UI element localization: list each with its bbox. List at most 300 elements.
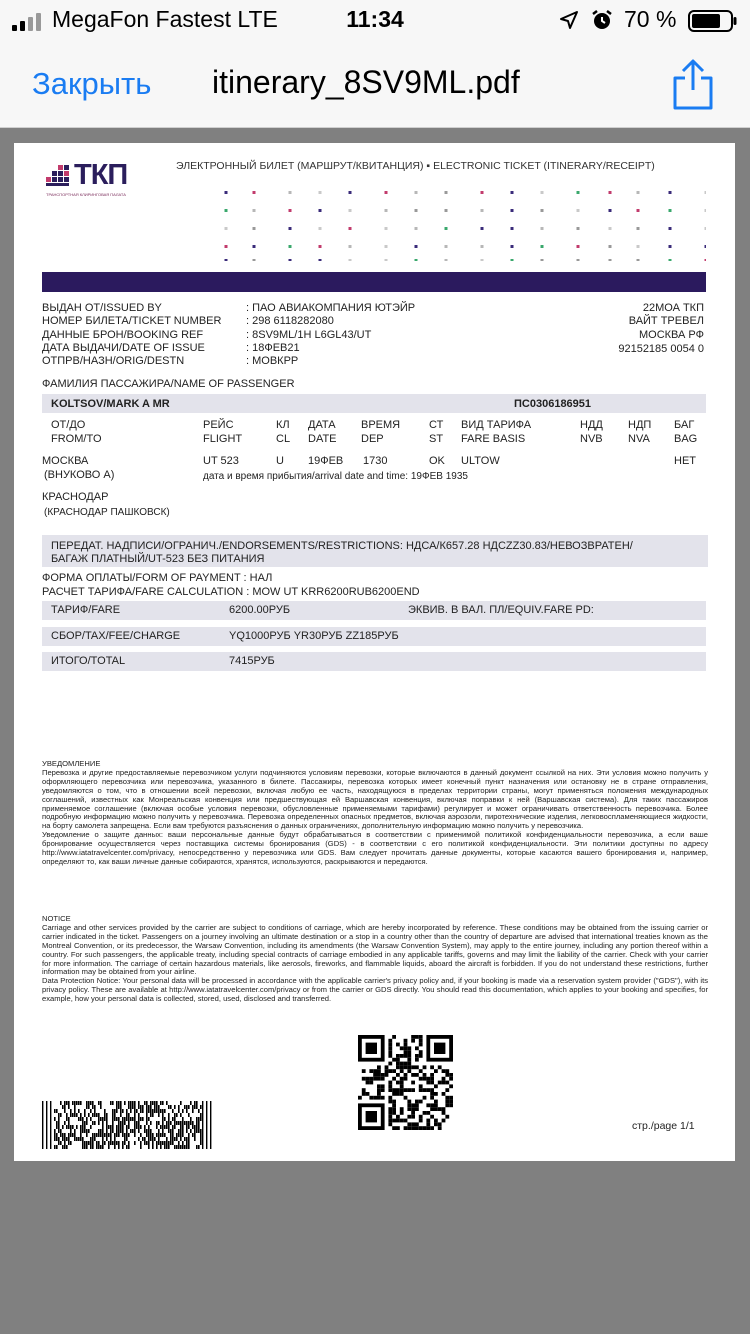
qr-module: [415, 1046, 419, 1050]
barcode-bar: [92, 1113, 94, 1117]
decorative-dot: [225, 209, 228, 212]
barcode-bar: [194, 1129, 196, 1133]
qr-module: [388, 1054, 392, 1058]
segment-date: 19ФЕВ: [308, 455, 344, 467]
barcode-bar: [178, 1109, 180, 1113]
barcode-bar: [126, 1125, 128, 1129]
qr-module: [411, 1039, 415, 1043]
barcode-bar: [182, 1109, 184, 1113]
barcode-bar: [168, 1113, 170, 1117]
barcode-bar: [118, 1121, 120, 1125]
decorative-dot: [253, 227, 256, 230]
barcode-bar: [176, 1145, 178, 1149]
barcode-bar: [114, 1117, 116, 1121]
barcode-bar: [58, 1137, 60, 1141]
barcode-bar: [68, 1121, 70, 1125]
segment-from-airport: (ВНУКОВО А): [44, 469, 115, 481]
qr-module: [381, 1088, 385, 1092]
barcode-bar: [178, 1141, 180, 1145]
barcode-bar: [74, 1101, 76, 1105]
qr-module: [419, 1126, 423, 1130]
barcode-bar: [68, 1141, 70, 1145]
barcode-bar: [144, 1137, 146, 1141]
barcode-bar: [192, 1125, 194, 1129]
barcode-bar: [100, 1133, 102, 1137]
barcode-bar: [78, 1101, 80, 1105]
qr-module: [438, 1065, 442, 1069]
issue-date-label: ДАТА ВЫДАЧИ/DATE OF ISSUE: [42, 342, 205, 354]
barcode-bar: [60, 1133, 62, 1137]
decorative-dot: [415, 259, 418, 261]
barcode-bar: [128, 1105, 130, 1109]
qr-module: [430, 1107, 434, 1111]
qr-module: [392, 1107, 396, 1111]
barcode-bar: [182, 1117, 184, 1121]
barcode-bar: [168, 1117, 170, 1121]
barcode-bar: [68, 1137, 70, 1141]
col-bag-ru: БАГ: [674, 419, 695, 431]
qr-module: [388, 1046, 392, 1050]
qr-module: [442, 1092, 446, 1096]
barcode-bar: [90, 1145, 92, 1149]
barcode-bar: [170, 1141, 172, 1145]
decorative-dot: [541, 245, 544, 248]
barcode-bar: [172, 1125, 174, 1129]
barcode-bar: [174, 1125, 176, 1129]
qr-module: [445, 1100, 449, 1104]
qr-module: [388, 1069, 392, 1073]
qr-module: [385, 1069, 389, 1073]
qr-module: [445, 1073, 449, 1077]
barcode-bar: [186, 1105, 188, 1109]
qr-module: [404, 1062, 408, 1066]
decorative-dot: [609, 209, 612, 212]
barcode-bar: [92, 1137, 94, 1141]
booking-ref-value: : 8SV9ML/1H L6GL43/UT: [246, 329, 372, 341]
barcode-bar: [134, 1105, 136, 1109]
barcode-bar: [88, 1129, 90, 1133]
qr-module: [392, 1035, 396, 1039]
qr-module: [388, 1088, 392, 1092]
barcode-bar: [82, 1125, 84, 1129]
barcode-bar: [124, 1133, 126, 1137]
barcode-bar: [174, 1137, 176, 1141]
barcode-bar: [120, 1125, 122, 1129]
qr-module: [400, 1077, 404, 1081]
qr-module: [404, 1077, 408, 1081]
barcode-bar: [118, 1133, 120, 1137]
barcode-bar: [60, 1129, 62, 1133]
qr-module: [392, 1058, 396, 1062]
qr-module: [388, 1100, 392, 1104]
qr-module: [377, 1073, 381, 1077]
col-from-to-en: FROM/TO: [51, 433, 102, 445]
barcode-bar: [86, 1133, 88, 1137]
barcode-bar: [106, 1125, 108, 1129]
qr-module: [419, 1115, 423, 1119]
barcode-bar: [158, 1141, 160, 1145]
share-icon[interactable]: [670, 58, 716, 110]
qr-module: [392, 1077, 396, 1081]
barcode-bar: [152, 1145, 154, 1149]
barcode-bar: [56, 1125, 58, 1129]
barcode-bar: [192, 1121, 194, 1125]
qr-module: [415, 1073, 419, 1077]
decorative-dot: [349, 209, 352, 212]
decorative-dot: [541, 227, 544, 230]
barcode-bar: [64, 1133, 66, 1137]
col-from-to-ru: ОТ/ДО: [51, 419, 86, 431]
barcode-bar: [194, 1137, 196, 1141]
barcode-bar: [88, 1113, 90, 1117]
barcode-bar: [172, 1133, 174, 1137]
barcode-bar: [196, 1105, 198, 1109]
fare-calculation: РАСЧЕТ ТАРИФА/FARE CALCULATION : MOW UT KRR6200RUB6200END: [42, 586, 420, 598]
barcode-bar: [122, 1117, 124, 1121]
barcode-bar: [88, 1101, 90, 1105]
fare-label: ТАРИФ/FARE: [51, 604, 121, 616]
decorative-dot: [253, 191, 256, 194]
decorative-dot: [349, 245, 352, 248]
qr-module: [442, 1107, 446, 1111]
barcode-bar: [60, 1101, 62, 1105]
barcode-bar: [162, 1141, 164, 1145]
barcode-bar: [162, 1109, 164, 1113]
barcode-bar: [176, 1133, 178, 1137]
barcode-bar: [54, 1117, 56, 1121]
header-band: [42, 272, 706, 292]
barcode-bar: [78, 1117, 80, 1121]
barcode-bar: [148, 1105, 150, 1109]
barcode-bar: [134, 1141, 136, 1145]
qr-module: [407, 1088, 411, 1092]
decorative-dot: [637, 227, 640, 230]
barcode-bar: [114, 1137, 116, 1141]
qr-module: [388, 1096, 392, 1100]
barcode-bar: [162, 1113, 164, 1117]
barcode-bar: [186, 1129, 188, 1133]
barcode-bar: [106, 1133, 108, 1137]
qr-module: [400, 1046, 404, 1050]
barcode-bar: [98, 1141, 100, 1145]
barcode-bar: [194, 1101, 196, 1105]
barcode-bar: [134, 1125, 136, 1129]
decorative-dot: [225, 259, 228, 261]
col-bag-en: BAG: [674, 433, 698, 445]
qr-module: [415, 1100, 419, 1104]
battery-percent: 70 %: [624, 6, 677, 32]
booking-ref-label: ДАННЫЕ БРОН/BOOKING REF: [42, 329, 204, 341]
barcode-bar: [146, 1113, 148, 1117]
decorative-dot: [385, 227, 388, 230]
close-button[interactable]: Закрыть: [32, 66, 152, 101]
decorative-dot: [481, 227, 484, 230]
barcode-bar: [70, 1109, 72, 1113]
qr-module: [392, 1100, 396, 1104]
decorative-dot: [669, 259, 672, 261]
qr-module: [373, 1077, 377, 1081]
barcode-bar: [88, 1105, 90, 1109]
qr-module: [415, 1054, 419, 1058]
qr-module: [377, 1084, 381, 1088]
qr-module: [396, 1088, 400, 1092]
decorative-dot: [385, 259, 388, 261]
barcode-bar: [160, 1109, 162, 1113]
col-date-ru: ДАТА: [308, 419, 336, 431]
barcode-bar: [118, 1141, 120, 1145]
barcode-bar: [186, 1137, 188, 1141]
decorative-dot: [637, 245, 640, 248]
barcode-bar: [124, 1101, 126, 1105]
barcode-bar: [100, 1105, 102, 1109]
barcode-bar: [84, 1121, 86, 1125]
qr-module: [373, 1073, 377, 1077]
barcode-bar: [178, 1129, 180, 1133]
qr-module: [411, 1073, 415, 1077]
barcode-bar: [54, 1145, 56, 1149]
decorative-dot: [511, 209, 514, 212]
col-flight-en: FLIGHT: [203, 433, 243, 445]
pdf-page[interactable]: [14, 143, 735, 1161]
qr-module: [449, 1096, 453, 1100]
barcode-bar: [64, 1121, 66, 1125]
barcode-bar: [176, 1137, 178, 1141]
qr-module: [377, 1065, 381, 1069]
decorative-dot: [669, 227, 672, 230]
qr-module: [366, 1077, 370, 1081]
barcode-bar: [184, 1121, 186, 1125]
decorative-dot: [541, 259, 544, 261]
barcode-bar: [76, 1113, 78, 1117]
qr-module: [396, 1043, 400, 1047]
qr-module: [419, 1119, 423, 1123]
qr-module: [419, 1084, 423, 1088]
col-fare-basis-en: FARE BASIS: [461, 433, 526, 445]
battery-icon: [688, 10, 738, 32]
barcode-bar: [170, 1129, 172, 1133]
barcode-bar: [134, 1101, 136, 1105]
barcode-bar: [138, 1117, 140, 1121]
decorative-dot: [577, 259, 580, 261]
barcode-bar: [94, 1133, 96, 1137]
qr-module: [449, 1073, 453, 1077]
barcode-bar: [74, 1113, 76, 1117]
barcode-bar: [180, 1133, 182, 1137]
barcode-bar: [74, 1133, 76, 1137]
barcode-bar: [110, 1125, 112, 1129]
barcode-bar: [130, 1129, 132, 1133]
col-fare-basis-ru: ВИД ТАРИФА: [461, 419, 532, 431]
decorative-dot: [385, 209, 388, 212]
barcode-bar: [188, 1141, 190, 1145]
barcode-bar: [68, 1101, 70, 1105]
qr-code: [358, 1035, 453, 1130]
barcode-bar: [180, 1125, 182, 1129]
barcode-bar: [200, 1133, 202, 1137]
barcode-bar: [82, 1121, 84, 1125]
qr-module: [438, 1081, 442, 1085]
qr-module: [407, 1065, 411, 1069]
barcode-bar: [162, 1101, 164, 1105]
barcode-bar: [104, 1141, 106, 1145]
segment-fare-basis: ULTOW: [461, 455, 500, 467]
col-date-en: DATE: [308, 433, 337, 445]
barcode-bar: [96, 1145, 98, 1149]
decorative-dot: [385, 191, 388, 194]
col-class-en: CL: [276, 433, 291, 445]
qr-module: [400, 1092, 404, 1096]
barcode-bar: [182, 1133, 184, 1137]
barcode-bar: [62, 1125, 64, 1129]
barcode-bar: [158, 1105, 160, 1109]
barcode-bar: [198, 1145, 200, 1149]
barcode-bar: [124, 1117, 126, 1121]
english-notice: [42, 915, 708, 1004]
barcode-bar: [58, 1113, 60, 1117]
qr-module: [438, 1107, 442, 1111]
barcode-bar: [150, 1129, 152, 1133]
barcode-bar: [86, 1145, 88, 1149]
qr-module: [423, 1111, 427, 1115]
barcode-bar: [160, 1141, 162, 1145]
decorative-dot: [705, 191, 707, 194]
barcode-bar: [166, 1125, 168, 1129]
col-nvb-en: NVB: [580, 433, 603, 445]
barcode-bar: [100, 1129, 102, 1133]
endorsements-line-1: ПЕРЕДАТ. НАДПИСИ/ОГРАНИЧ./ENDORSEMENTS/RESTRICTIONS: НДСА/К657.28 НДСZZ30.83/НЕВОЗВРАТЕН/: [51, 540, 633, 552]
qr-module: [362, 1088, 366, 1092]
barcode-bar: [140, 1141, 142, 1145]
barcode-bar: [202, 1101, 203, 1149]
english-notice-title: NOTICE: [42, 914, 71, 923]
barcode-bar: [210, 1101, 211, 1149]
qr-module: [396, 1062, 400, 1066]
barcode-bar: [156, 1105, 158, 1109]
qr-module: [445, 1096, 449, 1100]
qr-module: [407, 1115, 411, 1119]
barcode-bar: [94, 1121, 96, 1125]
barcode-bar: [110, 1129, 112, 1133]
barcode-bar: [156, 1109, 158, 1113]
qr-module: [377, 1092, 381, 1096]
barcode-bar: [144, 1101, 146, 1105]
barcode-bar: [64, 1141, 66, 1145]
qr-module: [362, 1077, 366, 1081]
barcode-bar: [98, 1113, 100, 1117]
qr-module: [423, 1126, 427, 1130]
qr-module: [426, 1081, 430, 1085]
barcode-bar: [182, 1121, 184, 1125]
barcode-bar: [174, 1145, 176, 1149]
qr-module: [407, 1126, 411, 1130]
barcode-bar: [136, 1125, 138, 1129]
qr-module: [400, 1107, 404, 1111]
barcode-bar: [90, 1109, 92, 1113]
barcode-bar: [98, 1145, 100, 1149]
qr-module: [388, 1111, 392, 1115]
barcode-bar: [156, 1145, 158, 1149]
qr-module: [392, 1069, 396, 1073]
barcode-bar: [180, 1101, 182, 1105]
barcode-bar: [78, 1137, 80, 1141]
barcode-bar: [158, 1121, 160, 1125]
col-time-ru: ВРЕМЯ: [361, 419, 401, 431]
barcode-bar: [128, 1141, 130, 1145]
carrier-label: MegaFon Fastest LTE: [52, 6, 278, 32]
barcode-bar: [140, 1117, 142, 1121]
qr-module: [442, 1077, 446, 1081]
barcode-bar: [136, 1121, 138, 1125]
barcode-bar: [158, 1129, 160, 1133]
qr-module: [430, 1088, 434, 1092]
barcode-bar: [154, 1109, 156, 1113]
barcode-bar: [142, 1105, 144, 1109]
total-row-band: [42, 652, 706, 671]
barcode-bar: [144, 1141, 146, 1145]
barcode-bar: [76, 1101, 78, 1105]
barcode-bar: [92, 1101, 94, 1105]
barcode-bar: [130, 1101, 132, 1105]
barcode-bar: [130, 1109, 132, 1113]
segment-to: КРАСНОДАР: [42, 491, 109, 503]
col-class-ru: КЛ: [276, 419, 290, 431]
barcode-bar: [102, 1145, 104, 1149]
col-flight-ru: РЕЙС: [203, 419, 234, 431]
barcode-bar: [80, 1129, 82, 1133]
decorative-dot: [225, 227, 228, 230]
barcode-bar: [80, 1101, 82, 1105]
barcode-bar: [184, 1145, 186, 1149]
barcode-bar: [150, 1121, 152, 1125]
qr-module: [445, 1069, 449, 1073]
barcode-bar: [156, 1101, 158, 1105]
barcode-bar: [196, 1129, 198, 1133]
barcode-bar: [92, 1145, 94, 1149]
pdf417-barcode: [42, 1101, 214, 1149]
segment-from: МОСКВА: [42, 455, 89, 467]
barcode-bar: [158, 1109, 160, 1113]
decorative-dot: [577, 209, 580, 212]
barcode-bar: [50, 1101, 51, 1149]
barcode-bar: [128, 1101, 130, 1105]
barcode-bar: [112, 1117, 114, 1121]
qr-module: [442, 1081, 446, 1085]
barcode-bar: [124, 1121, 126, 1125]
barcode-bar: [184, 1137, 186, 1141]
barcode-bar: [124, 1137, 126, 1141]
barcode-bar: [96, 1113, 98, 1117]
barcode-bar: [86, 1101, 88, 1105]
barcode-bar: [180, 1129, 182, 1133]
barcode-bar: [196, 1121, 198, 1125]
barcode-bar: [144, 1129, 146, 1133]
barcode-bar: [114, 1133, 116, 1137]
barcode-bar: [200, 1117, 202, 1121]
qr-module: [407, 1050, 411, 1054]
barcode-bar: [170, 1105, 172, 1109]
barcode-bar: [100, 1145, 102, 1149]
decorative-dot: [415, 191, 418, 194]
barcode-bar: [80, 1117, 82, 1121]
decorative-dot: [289, 227, 292, 230]
barcode-bar: [132, 1117, 134, 1121]
decorative-dot: [445, 191, 448, 194]
qr-module: [381, 1084, 385, 1088]
qr-module: [426, 1111, 430, 1115]
qr-module: [434, 1107, 438, 1111]
qr-module: [419, 1043, 423, 1047]
fare-row-band: [42, 601, 706, 620]
